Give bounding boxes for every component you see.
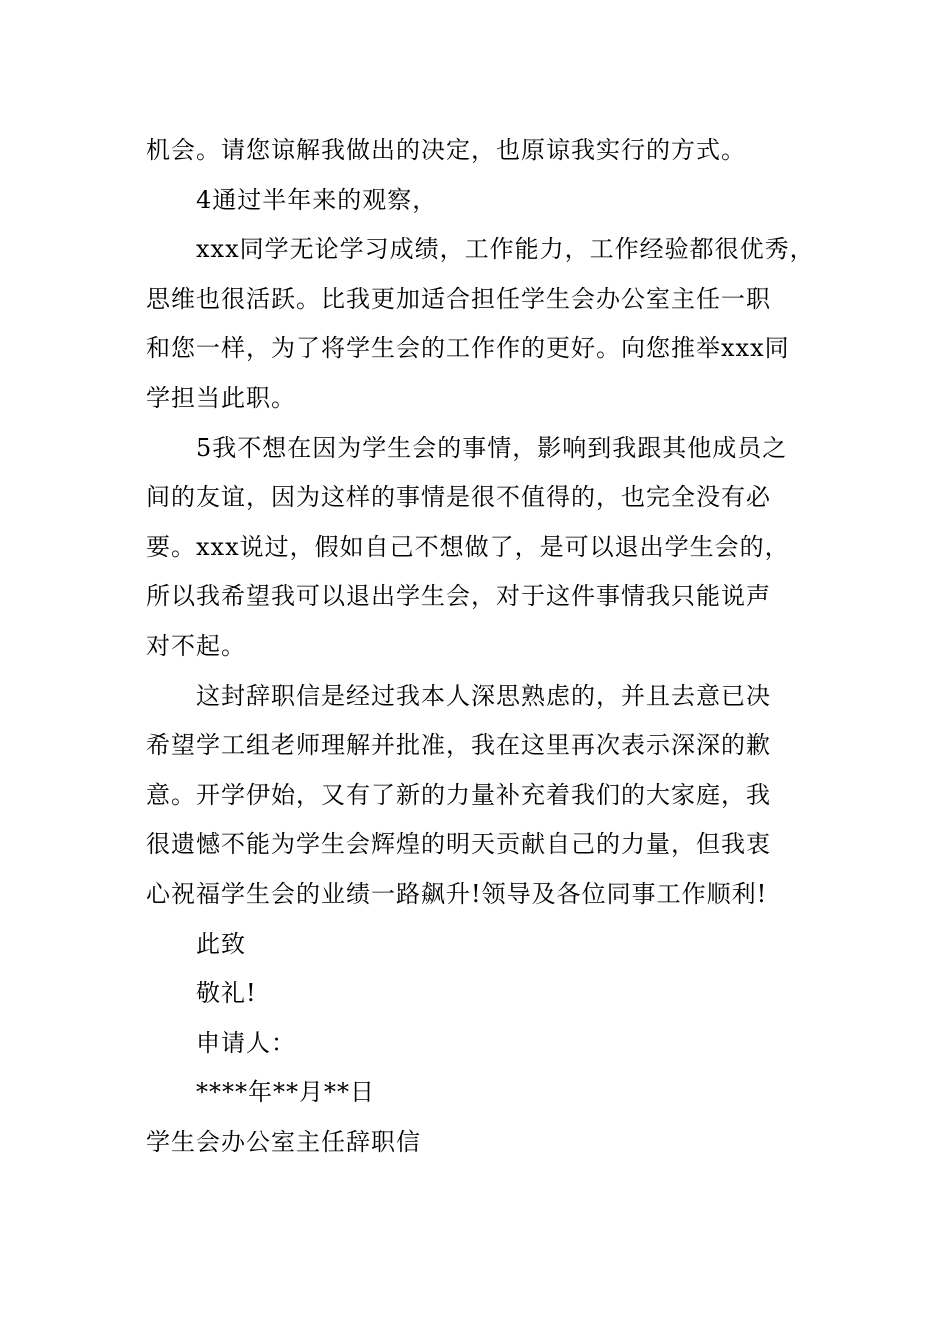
- text-line: xxx同学无论学习成绩，工作能力，工作经验都很优秀，: [196, 235, 815, 264]
- text-line: 5我不想在因为学生会的事情，影响到我跟其他成员之: [196, 433, 788, 462]
- text-line: 学担当此职。: [146, 383, 296, 412]
- closing-line: 此致: [196, 929, 246, 958]
- text-line: 4通过半年来的观察，: [196, 185, 438, 214]
- document-body: [146, 126, 836, 1167]
- text-line: 很遗憾不能为学生会辉煌的明天贡献自己的力量，但我衷: [146, 830, 771, 859]
- text-line: 和您一样，为了将学生会的工作作的更好。向您推举xxx同: [146, 334, 790, 363]
- text-line: 思维也很活跃。比我更加适合担任学生会办公室主任一职: [146, 284, 771, 313]
- salutation-line: 敬礼!: [196, 979, 257, 1008]
- text-line: 间的友谊，因为这样的事情是很不值得的，也完全没有必: [146, 483, 771, 512]
- text-line: 机会。请您谅解我做出的决定，也原谅我实行的方式。: [146, 136, 746, 164]
- document-title: 学生会办公室主任辞职信: [146, 1127, 421, 1156]
- date-line: ****年**月**日: [196, 1078, 375, 1107]
- text-line: 对不起。: [146, 631, 246, 660]
- text-line: 要。xxx说过，假如自己不想做了，是可以退出学生会的，: [146, 532, 790, 561]
- text-line: 所以我希望我可以退出学生会，对于这件事情我只能说声: [146, 582, 771, 611]
- applicant-label: 申请人：: [196, 1028, 296, 1057]
- text-line: 意。开学伊始，又有了新的力量补充着我们的大家庭，我: [146, 780, 771, 809]
- text-line: 这封辞职信是经过我本人深思熟虑的，并且去意已决: [196, 681, 771, 710]
- text-line: 心祝福学生会的业绩一路飙升!领导及各位同事工作顺利!: [146, 879, 768, 908]
- text-line: 希望学工组老师理解并批准，我在这里再次表示深深的歉: [146, 731, 771, 760]
